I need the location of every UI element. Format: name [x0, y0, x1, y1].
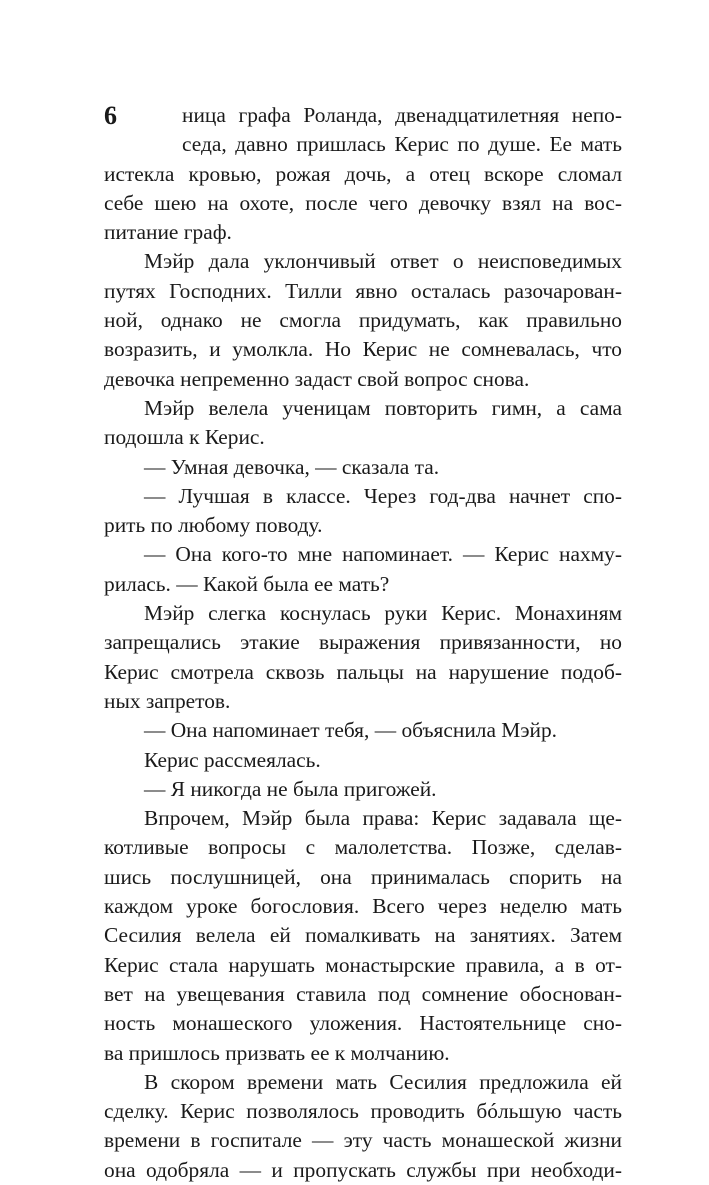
text-line: сделку. Керис позволялось проводить бóльшую часть: [104, 1099, 622, 1124]
body-text: [104, 101, 622, 1185]
text-line: котливые вопросы с малолетства. Позже, сделав-: [104, 835, 622, 860]
text-line: ность монашеского уложения. Настоятельнице сно-: [104, 1011, 622, 1036]
text-line: ва пришлось призвать ее к молчанию.: [104, 1040, 450, 1065]
text-line: Мэйр слегка коснулась руки Керис. Монахиням: [144, 601, 622, 626]
text-line: шись послушницей, она принималась спорить на: [104, 864, 622, 889]
text-line: запрещались этакие выражения привязанности, но: [104, 630, 622, 655]
text-line: — Она кого-то мне напоминает. — Керис нахму-: [144, 542, 622, 567]
text-line: Мэйр велела ученицам повторить гимн, а сама: [144, 395, 622, 420]
text-line: — Лучшая в классе. Через год-два начнет спо-: [144, 483, 622, 508]
text-line: подошла к Керис.: [104, 425, 265, 450]
text-line: Керис стала нарушать монастырские правила, а в от-: [104, 952, 622, 977]
text-line: питание граф.: [104, 220, 232, 245]
text-line: рилась. — Какой была ее мать?: [104, 571, 390, 596]
text-line: седа, давно пришлась Керис по душе. Ее мать: [182, 132, 622, 157]
text-line: В скором времени мать Сесилия предложила ей: [144, 1069, 622, 1094]
text-line: истекла кровью, рожая дочь, а отец вскоре сломал: [104, 161, 622, 186]
text-line: Впрочем, Мэйр была права: Керис задавала ще-: [144, 806, 622, 831]
text-line: возразить, и умолкла. Но Керис не сомневалась, что: [104, 337, 622, 362]
text-line: девочка непременно задаст свой вопрос снова.: [104, 366, 530, 391]
text-line: ница графа Роланда, двенадцатилетняя непо-: [182, 103, 622, 127]
text-line: каждом уроке богословия. Всего через неделю мать: [104, 894, 622, 919]
text-line: Мэйр дала уклончивый ответ о неисповедимых: [144, 249, 622, 274]
text-line: Керис рассмеялась.: [144, 747, 321, 772]
text-line: вет на увещевания ставила под сомнение обоснован-: [104, 981, 622, 1006]
text-line: — Умная девочка, — сказала та.: [144, 454, 440, 479]
text-line: — Она напоминает тебя, — объяснила Мэйр.: [144, 718, 557, 743]
text-line: — Я никогда не была пригожей.: [144, 776, 437, 801]
text-line: ных запретов.: [104, 688, 231, 713]
page-number: 6: [104, 101, 117, 130]
text-line: времени в госпитале — эту часть монашеской жизни: [104, 1128, 622, 1153]
text-line: Сесилия велела ей помалкивать на занятиях. Затем: [104, 923, 622, 948]
text-line: она одобряла — и пропускать службы при необходи-: [104, 1157, 622, 1182]
text-line: Керис смотрела сквозь пальцы на нарушение подоб-: [104, 659, 622, 684]
text-line: путях Господних. Тилли явно осталась разочарован-: [104, 278, 622, 303]
text-line: ной, однако не смогла придумать, как правильно: [104, 308, 622, 333]
text-line: себе шею на охоте, после чего девочку взял на вос-: [104, 190, 622, 215]
text-line: рить по любому поводу.: [104, 513, 323, 538]
